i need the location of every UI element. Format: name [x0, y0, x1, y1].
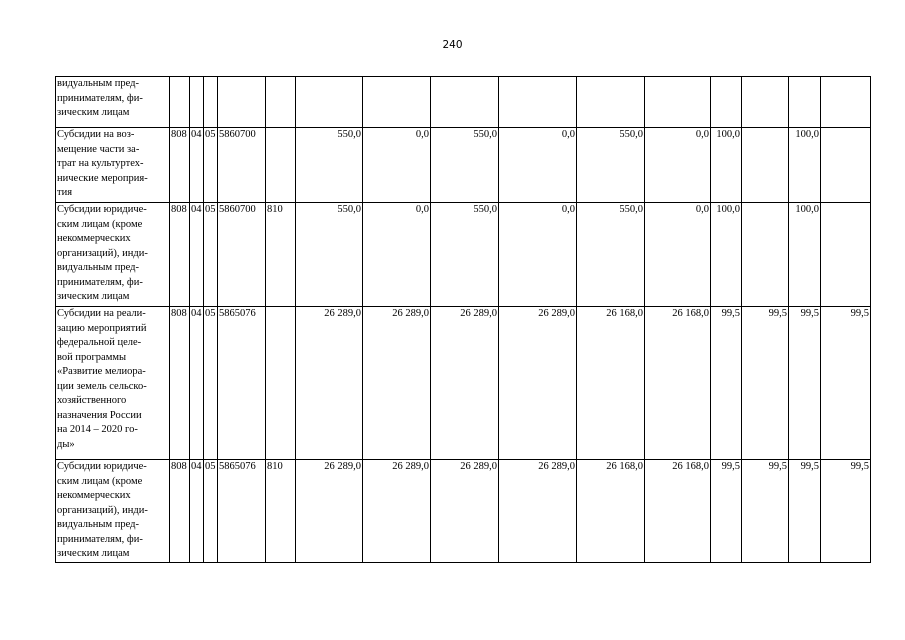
value-cell: 26 289,0	[499, 460, 577, 563]
value-cell: 550,0	[296, 203, 363, 307]
value-cell: 0,0	[645, 203, 711, 307]
value-cell: 550,0	[431, 203, 499, 307]
value-cell: 0,0	[499, 128, 577, 203]
value-cell: 5860700	[218, 203, 266, 307]
value-cell: 100,0	[711, 128, 742, 203]
value-cell: 808	[170, 128, 190, 203]
table-row	[56, 203, 871, 307]
value-cell: 99,5	[742, 307, 789, 460]
value-cell: 5865076	[218, 460, 266, 563]
name-line: зическим лицам	[57, 548, 130, 559]
value-cell: 99,5	[711, 307, 742, 460]
name-line: Субсидии юридиче-	[57, 461, 147, 472]
name-line: зическим лицам	[57, 107, 130, 118]
value-cell	[190, 77, 204, 128]
value-cell: 26 168,0	[645, 307, 711, 460]
name-line: нические мероприя-	[57, 172, 148, 184]
name-line: тия	[57, 187, 73, 198]
value-cell: 05	[204, 203, 218, 307]
name-line: ским лицам (кроме	[57, 218, 143, 230]
name-line: принимателям, фи-	[57, 533, 143, 545]
value-cell	[821, 128, 871, 203]
name-line: ским лицам (кроме	[57, 475, 143, 487]
name-line: Субсидии юридиче-	[57, 204, 147, 215]
value-cell	[711, 77, 742, 128]
value-cell: 99,5	[789, 307, 821, 460]
value-cell: 100,0	[789, 128, 821, 203]
value-cell	[431, 77, 499, 128]
page-number: 240	[442, 39, 463, 51]
value-cell: 0,0	[363, 128, 431, 203]
value-cell	[789, 77, 821, 128]
value-cell: 05	[204, 307, 218, 460]
value-cell: 0,0	[645, 128, 711, 203]
value-cell: 04	[190, 460, 204, 563]
name-line: Субсидии на воз-	[57, 129, 135, 140]
name-line: мещение части за-	[57, 143, 140, 155]
value-cell	[266, 77, 296, 128]
value-cell: 550,0	[431, 128, 499, 203]
value-cell: 26 289,0	[296, 307, 363, 460]
value-cell: 04	[190, 203, 204, 307]
value-cell: 05	[204, 460, 218, 563]
value-cell: 26 289,0	[363, 460, 431, 563]
value-cell: 808	[170, 203, 190, 307]
value-cell: 810	[266, 460, 296, 563]
value-cell	[645, 77, 711, 128]
value-cell	[266, 307, 296, 460]
name-line: хозяйственного	[57, 395, 127, 406]
name-line: вой программы	[57, 351, 127, 363]
value-cell: 550,0	[577, 203, 645, 307]
value-cell: 99,5	[742, 460, 789, 563]
name-line: трат на культуртех-	[57, 158, 144, 169]
name-line: «Развитие мелиора-	[57, 366, 146, 377]
value-cell: 26 289,0	[499, 307, 577, 460]
value-cell	[742, 203, 789, 307]
value-cell	[296, 77, 363, 128]
table-body	[56, 77, 871, 563]
value-cell: 100,0	[789, 203, 821, 307]
name-line: зическим лицам	[57, 291, 130, 302]
value-cell: 26 168,0	[645, 460, 711, 563]
row-name-cell	[56, 128, 170, 203]
row-name-cell	[56, 460, 170, 563]
value-cell: 550,0	[577, 128, 645, 203]
row-name-cell	[56, 77, 170, 128]
value-cell: 808	[170, 460, 190, 563]
value-cell: 26 168,0	[577, 307, 645, 460]
name-line: зацию мероприятий	[57, 322, 147, 334]
value-cell: 99,5	[789, 460, 821, 563]
value-cell	[577, 77, 645, 128]
name-line: некоммерческих	[57, 233, 131, 244]
budget-table	[55, 76, 871, 563]
value-cell: 100,0	[711, 203, 742, 307]
value-cell: 26 289,0	[431, 460, 499, 563]
name-line: организаций), инди-	[57, 247, 148, 259]
name-line: ции земель сельско-	[57, 380, 147, 392]
value-cell	[218, 77, 266, 128]
name-line: ды»	[57, 438, 75, 450]
value-cell: 0,0	[363, 203, 431, 307]
row-name-cell	[56, 307, 170, 460]
name-line: организаций), инди-	[57, 504, 148, 516]
value-cell: 26 289,0	[296, 460, 363, 563]
name-line: назначения России	[57, 409, 142, 421]
value-cell: 26 168,0	[577, 460, 645, 563]
value-cell: 99,5	[711, 460, 742, 563]
name-line: некоммерческих	[57, 490, 131, 501]
value-cell	[821, 77, 871, 128]
name-line: видуальным пред-	[57, 519, 139, 530]
table-row	[56, 307, 871, 460]
name-line: видуальным пред-	[57, 262, 139, 273]
value-cell: 0,0	[499, 203, 577, 307]
name-line: федеральной целе-	[57, 337, 142, 348]
row-name-cell	[56, 203, 170, 307]
value-cell: 26 289,0	[363, 307, 431, 460]
value-cell: 5860700	[218, 128, 266, 203]
value-cell: 04	[190, 128, 204, 203]
value-cell: 04	[190, 307, 204, 460]
name-line: принимателям, фи-	[57, 92, 143, 104]
value-cell: 810	[266, 203, 296, 307]
name-line: видуальным пред-	[57, 78, 139, 89]
table-row	[56, 128, 871, 203]
value-cell	[204, 77, 218, 128]
value-cell: 26 289,0	[431, 307, 499, 460]
value-cell: 5865076	[218, 307, 266, 460]
table-row	[56, 460, 871, 563]
value-cell	[742, 128, 789, 203]
value-cell	[742, 77, 789, 128]
value-cell: 808	[170, 307, 190, 460]
value-cell: 05	[204, 128, 218, 203]
value-cell: 550,0	[296, 128, 363, 203]
value-cell	[499, 77, 577, 128]
value-cell	[821, 203, 871, 307]
value-cell	[363, 77, 431, 128]
name-line: на 2014 – 2020 го-	[57, 424, 138, 435]
value-cell: 99,5	[821, 460, 871, 563]
table-row	[56, 77, 871, 128]
name-line: Субсидии на реали-	[57, 308, 146, 319]
value-cell	[170, 77, 190, 128]
name-line: принимателям, фи-	[57, 276, 143, 288]
value-cell: 99,5	[821, 307, 871, 460]
value-cell	[266, 128, 296, 203]
